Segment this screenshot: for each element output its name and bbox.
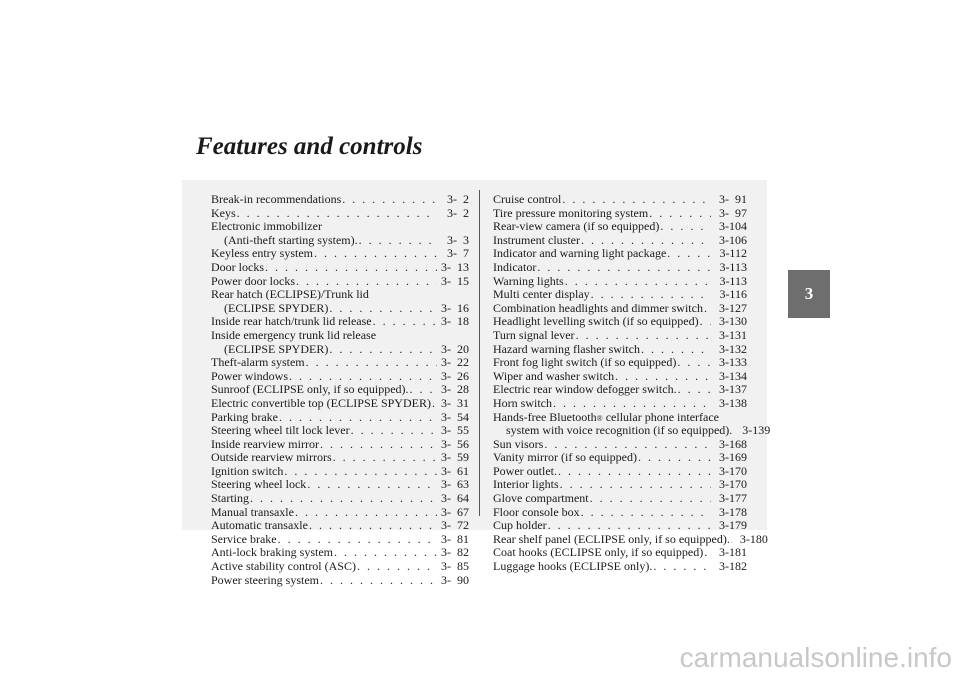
toc-entry-page: 3- 85 [441,559,469,574]
toc-entry-page: 3- 82 [441,545,469,560]
toc-entry[interactable] [211,397,469,411]
toc-entry-label: Indicator [493,259,537,274]
toc-entry[interactable] [211,207,469,221]
toc-entry[interactable] [493,356,747,370]
toc-entry[interactable] [493,478,747,492]
dot-leader [372,315,437,329]
dot-leader [659,220,711,234]
toc-entry[interactable] [493,275,747,289]
toc-entry-page: 3- 22 [441,355,469,370]
toc-entry-page: 3- 90 [441,572,469,587]
toc-entry[interactable] [211,574,469,588]
toc-entry[interactable] [493,302,747,316]
dot-leader [575,329,711,343]
dot-leader [319,574,437,588]
dot-leader [589,492,711,506]
toc-entry[interactable] [211,288,469,315]
dot-leader [640,343,711,357]
toc-entry-label: Keyless entry system [211,246,313,261]
dot-leader [358,234,437,248]
dot-leader [703,302,711,316]
dot-leader [288,370,437,384]
toc-left-column [211,193,469,587]
toc-entry[interactable] [211,560,469,574]
dot-leader [614,370,711,384]
dot-leader [409,383,437,397]
toc-entry[interactable] [493,492,747,506]
toc-entry-label: Steering wheel tilt lock lever [211,423,350,438]
toc-entry-label-tail: cellular phone interface [602,409,719,424]
dot-leader [333,546,437,560]
dot-leader [283,465,437,479]
toc-entry-label: Power outlet. [493,463,557,478]
toc-entry-label: Steering wheel lock [211,477,307,492]
toc-entry-page: 3-113 [719,259,747,274]
toc-entry-label: Starting [211,491,249,506]
toc-entry[interactable] [493,234,747,248]
dot-leader [547,519,711,533]
toc-entry[interactable] [211,411,469,425]
dot-leader [313,247,437,261]
dot-leader [652,560,711,574]
toc-entry[interactable] [211,533,469,547]
toc-entry-page: 3- 67 [441,504,469,519]
toc-entry-page: 3-104 [719,219,747,234]
toc-entry-page: 3-134 [719,368,747,383]
toc-entry-page: 3- 81 [441,531,469,546]
toc-entry-page: 3- 2 [447,192,469,206]
toc-entry-label-continued: (ECLIPSE SPYDER) [224,300,329,315]
dot-leader [277,533,437,547]
toc-entry-page: 3- 20 [441,341,469,356]
toc-entry[interactable] [493,315,747,329]
toc-entry-label: Rear shelf panel (ECLIPSE only, if so equipped). [493,531,730,546]
toc-entry-page: 3-116 [719,287,747,302]
toc-entry[interactable] [211,356,469,370]
toc-entry-label: Tire pressure monitoring system [493,205,649,220]
toc-entry[interactable] [493,261,747,275]
toc-entry-label: Multi center display [493,287,590,302]
dot-leader [305,356,437,370]
toc-entry-label: Sunroof (ECLIPSE only, if so equipped). [211,382,409,397]
toc-entry-page: 3-106 [719,232,747,247]
toc-entry-label: Electric convertible top (ECLIPSE SPYDER) [211,395,431,410]
toc-entry-label: Horn switch [493,395,552,410]
dot-leader [557,465,711,479]
toc-entry-page: 3-170 [719,463,747,478]
toc-entry-label: Interior lights [493,477,559,492]
toc-entry[interactable] [493,560,747,574]
toc-entry-page: 3- 13 [441,259,469,274]
toc-entry-page: 3-169 [719,450,747,465]
toc-entry-label: Cruise control [493,192,562,206]
toc-entry-label: Vanity mirror (if so equipped) [493,450,637,465]
toc-entry[interactable] [211,519,469,533]
dot-leader [264,261,437,275]
toc-entry[interactable] [211,424,469,438]
toc-entry-page: 3-113 [719,273,747,288]
toc-entry-label: Warning lights [493,273,564,288]
dot-leader [677,383,711,397]
toc-entry-label: Anti-lock braking system [211,545,333,560]
toc-entry[interactable] [211,193,469,207]
toc-entry-label: Luggage hooks (ECLIPSE only). [493,559,653,574]
dot-leader [278,411,437,425]
toc-entry-page: 3- 63 [441,477,469,492]
toc-entry-label-continued: (ECLIPSE SPYDER) [224,341,329,356]
toc-entry[interactable] [493,343,747,357]
toc-entry-page: 3-131 [719,327,747,342]
toc-entry-label: Power steering system [211,572,319,587]
toc-entry[interactable] [211,383,469,397]
dot-leader [543,438,711,452]
dot-leader [294,506,437,520]
toc-entry-label: Ignition switch [211,463,284,478]
dot-leader [552,397,711,411]
toc-entry[interactable] [211,451,469,465]
toc-entry[interactable] [211,261,469,275]
toc-entry-page: 3-132 [719,341,747,356]
toc-entry-page: 3-130 [719,314,747,329]
toc-entry[interactable]: Hands-free Bluetooth ® cellular phone interface system with voice recognition (if so equipped). . . . 3-139 [493,411,747,438]
toc-right-column [493,192,771,574]
toc-entry-page: 3- 16 [441,300,469,315]
toc-entry-page: 3-137 [719,382,747,397]
toc-entry-label: Electric rear window defogger switch. [493,382,677,397]
toc-entry-page: 3- 28 [441,382,469,397]
toc-entry-label: Hazard warning flasher switch [493,341,640,356]
dot-leader [536,261,711,275]
toc-entry[interactable] [211,506,469,520]
dot-leader [350,424,437,438]
toc-entry-label: Cup holder [493,518,547,533]
toc-entry[interactable] [493,383,747,397]
toc-entry-page: 3- 91 [719,192,747,206]
toc-entry[interactable] [493,438,747,452]
dot-leader [249,492,437,506]
toc-entry[interactable] [493,207,747,221]
dot-leader [332,451,437,465]
toc-entry-page: 3- 72 [441,518,469,533]
toc-entry-label: Theft-alarm system [211,355,305,370]
toc-entry-page: 3-177 [719,491,747,506]
dot-leader [580,234,711,248]
toc-entry-label: Power windows [211,368,288,383]
toc-entry-page: 3-138 [719,395,747,410]
toc-entry[interactable] [493,397,747,411]
toc-entry-label: Hands-free Bluetooth [493,409,597,424]
column-divider [479,190,480,516]
toc-entry-label: Coat hooks (ECLIPSE only, if so equipped) [493,545,704,560]
dot-leader [648,207,711,221]
toc-entry[interactable] [493,451,747,465]
toc-entry[interactable] [211,465,469,479]
toc-entry-label: Parking brake [211,409,278,424]
toc-entry-page: 3- 64 [441,491,469,506]
toc-entry-page: 3- 15 [441,273,469,288]
toc-entry[interactable] [211,247,469,261]
toc-entry-label: Rear hatch (ECLIPSE)/Trunk lid [211,287,369,302]
toc-entry-page: 3-133 [719,355,747,370]
toc-entry-page: 3-179 [719,518,747,533]
page-title: Features and controls [196,133,423,160]
toc-entry-page: 3- 3 [447,232,469,247]
dot-leader [580,506,711,520]
toc-entry-page: 3-112 [719,246,747,261]
toc-entry[interactable] [211,275,469,289]
dot-leader [356,560,437,574]
toc-entry-page: 3- 2 [447,205,469,220]
toc-entry-page: 3- 7 [447,246,469,261]
toc-entry-label: Active stability control (ASC) [211,559,356,574]
toc-entry-page: 3- 18 [441,314,469,329]
toc-entry[interactable] [493,531,768,547]
dot-leader [564,275,711,289]
toc-entry-label: Inside rear hatch/trunk lid release [211,314,372,329]
toc-entry[interactable] [211,546,469,560]
toc-entry-page: 3- 97 [719,205,747,220]
toc-entry[interactable] [493,546,747,560]
dot-leader [328,302,437,316]
toc-entry[interactable] [211,370,469,384]
toc-entry[interactable] [493,220,747,234]
toc-entry[interactable] [493,465,747,479]
toc-entry[interactable] [211,315,469,329]
toc-entry-page: 3-170 [719,477,747,492]
toc-entry-label: Glove compartment [493,491,589,506]
toc-entry-label: Electronic immobilizer [211,219,322,234]
toc-entry-label: Rear-view camera (if so equipped) [493,219,660,234]
toc-entry[interactable] [493,193,747,207]
toc-entry[interactable] [493,329,747,343]
toc-entry-label: Wiper and washer switch [493,368,615,383]
toc-entry-label: Headlight levelling switch (if so equipped) [493,314,699,329]
dot-leader [341,193,437,207]
toc-entry[interactable] [493,519,747,533]
section-tab[interactable]: 3 [788,270,830,318]
toc-entry-label: Break-in recommendations [211,192,342,206]
toc-entry-page: 3-178 [719,504,747,519]
dot-leader [666,247,711,261]
toc-entry[interactable] [493,506,747,520]
toc-entry-page: 3- 26 [441,368,469,383]
toc-entry-label: Instrument cluster [493,232,580,247]
toc-entry-label: Inside rearview mirror [211,436,319,451]
toc-entry-page: 3- 31 [441,395,469,410]
toc-entry-page: 3-127 [719,300,747,315]
toc-entry-label: Turn signal lever [493,327,575,342]
toc-entry-label: Outside rearview mirrors [211,450,332,465]
dot-leader [295,275,437,289]
toc-entry-label: Indicator and warning light package [493,246,667,261]
dot-leader [308,519,437,533]
toc-entry-label: Keys [211,205,236,220]
toc-entry-label-continued: system with voice recognition (if so equipped). [506,423,733,438]
toc-entry-page: 3-168 [719,436,747,451]
toc-entry-label: Floor console box [493,504,580,519]
dot-leader [236,207,437,221]
dot-leader [559,478,711,492]
toc-entry-page: 3-182 [719,559,747,574]
toc-entry[interactable] [493,370,747,384]
dot-leader [676,356,711,370]
watermark: carmanualsonline.info [679,642,952,673]
toc-entry-label: Combination headlights and dimmer switch [493,300,703,315]
dot-leader [328,343,437,357]
toc-entry-label: Sun visors [493,436,544,451]
toc-entry-page: 3- 55 [441,423,469,438]
toc-entry-label: Service brake [211,531,277,546]
dot-leader [306,478,437,492]
toc-entry[interactable] [211,329,469,356]
dot-leader [703,546,711,560]
toc-entry[interactable] [211,492,469,506]
dot-leader [637,451,711,465]
toc-entry[interactable] [211,438,469,452]
toc-entry-label: Inside emergency trunk lid release [211,327,377,342]
toc-entry[interactable] [211,220,469,247]
toc-entry-page: 3- 59 [441,450,469,465]
toc-entry-page: 3- 61 [441,463,469,478]
toc-entry-label: Manual transaxle [211,504,294,519]
dot-leader [319,438,437,452]
toc-entry-label: Automatic transaxle [211,518,308,533]
toc-entry-page: 3- 56 [441,436,469,451]
toc-entry[interactable] [211,478,469,492]
toc-entry-page: 3-180 [739,531,768,546]
toc-entry-label: Front fog light switch (if so equipped) [493,355,677,370]
toc-entry-page: 3-181 [719,545,747,560]
toc-entry-label-continued: (Anti-theft starting system). [224,232,358,247]
dot-leader [590,288,711,302]
toc-entry-page: 3-139 [742,423,771,438]
dot-leader [561,193,711,207]
toc-entry-label: Power door locks [211,273,295,288]
toc-entry-page: 3- 54 [441,409,469,424]
dot-leader [699,315,711,329]
toc-entry-label: Door locks [211,259,264,274]
toc-entry[interactable] [493,288,747,302]
toc-entry[interactable] [493,247,747,261]
